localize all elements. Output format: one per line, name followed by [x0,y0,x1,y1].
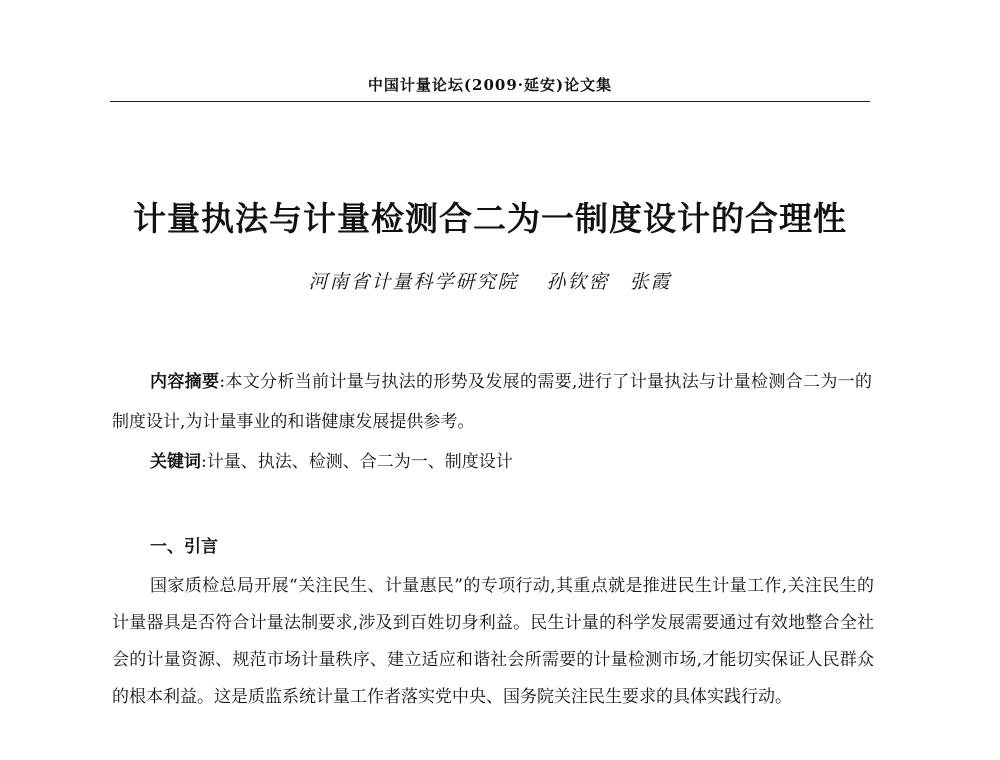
institution: 河南省计量科学研究院 [308,271,519,293]
body-paragraph: 国家质检总局开展“关注民生、计量惠民”的专项行动,其重点就是推进民生计量工作,关注民生的计量器具是否符合计量法制要求,涉及到百姓切身利益。民生计量的科学发展需要通过有效地整合全社会的计量资源、规范市场计量秩序、建立适应和谐社会所需要的计量检测市场,才能切实保证人民群众的根本利益。这是质监系统计量工作者落实党中央、国务院关注民生要求的具体实践行动。 [112,576,874,707]
paper-title: 计量执法与计量检测合二为一制度设计的合理性 [133,199,847,238]
header-rule [110,101,870,102]
keywords-text: :计量、执法、检测、合二为一、制度设计 [201,452,513,472]
abstract-text: :本文分析当前计量与执法的形势及发展的需要,进行了计量执法与计量检测合二为一的制度设计,为计量事业的和谐健康发展提供参考。 [112,372,872,432]
section-heading: 一、引言 [150,537,218,557]
author-2: 张霞 [629,271,672,293]
keywords-label: 关键词 [150,452,201,472]
byline [100,267,880,294]
author-1: 孙钦密 [546,271,610,293]
running-header: 中国计量论坛(2009·延安)论文集 [367,76,613,94]
abstract-label: 内容摘要 [150,372,220,392]
keywords [150,447,872,477]
abstract [112,362,872,442]
